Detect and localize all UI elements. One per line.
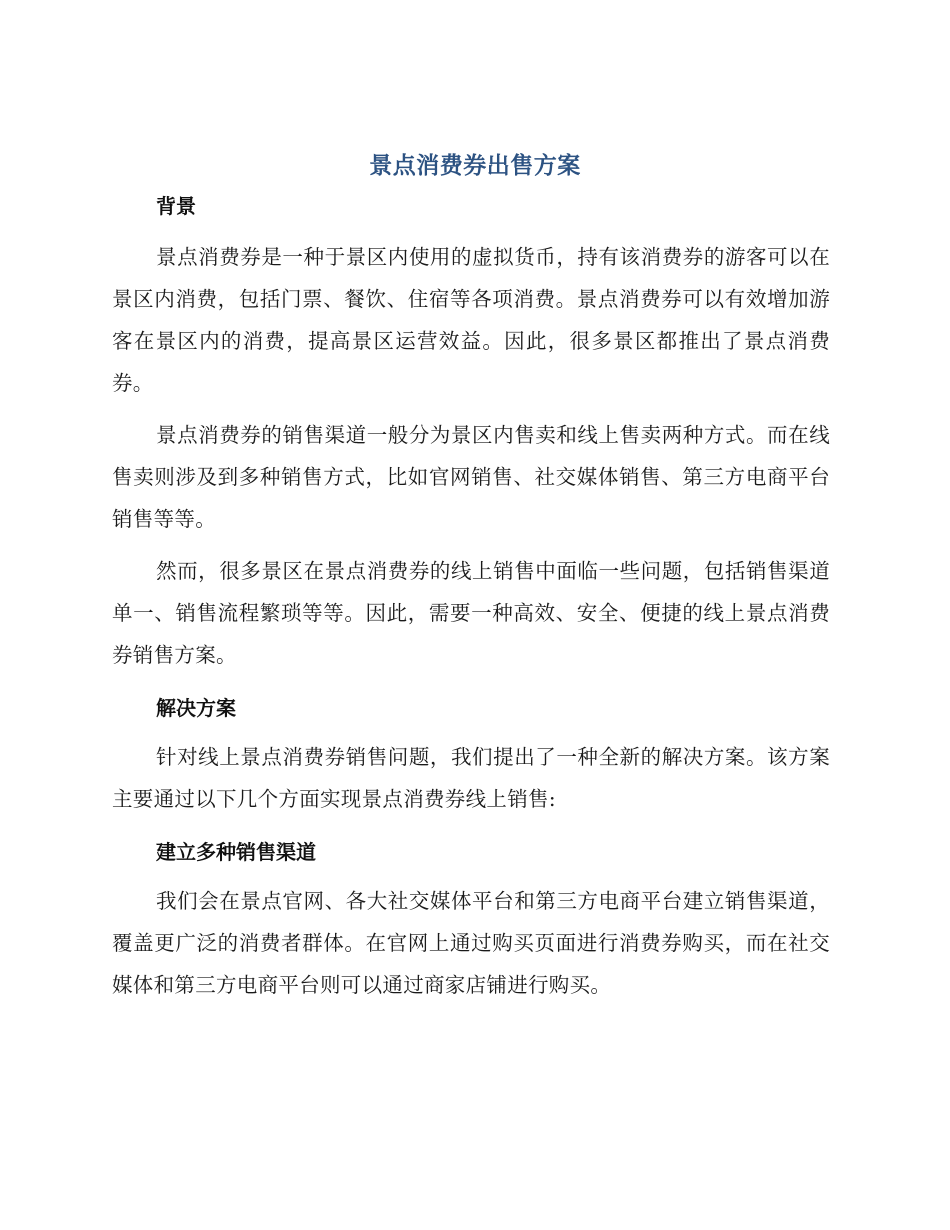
paragraph-sales-channels: 我们会在景点官网、各大社交媒体平台和第三方电商平台建立销售渠道，覆盖更广泛的消费者群体。在官网上通过购买页面进行消费券购买，而在社交媒体和第三方电商平台则可以通过商家店铺进行购买。 [112,889,830,997]
paragraph-background-3: 然而，很多景区在景点消费券的线上销售中面临一些问题，包括销售渠道单一、销售流程繁琐等等。因此，需要一种高效、安全、便捷的线上景点消费券销售方案。 [112,559,830,667]
document-title: 景点消费券出售方案 [369,153,581,179]
subsection-heading-sales-channels: 建立多种销售渠道 [156,840,316,864]
paragraph-background-1: 景点消费券是一种于景区内使用的虚拟货币，持有该消费券的游客可以在景区内消费，包括门票、餐饮、住宿等各项消费。景点消费券可以有效增加游客在景区内的消费，提高景区运营效益。因此，很多景区都推出了景点消费券。 [112,245,830,395]
document-body [112,190,830,1006]
paragraph-background-2: 景点消费券的销售渠道一般分为景区内售卖和线上售卖两种方式。而在线售卖则涉及到多种销售方式，比如官网销售、社交媒体销售、第三方电商平台销售等等。 [112,423,830,531]
paragraph-solution-intro: 针对线上景点消费券销售问题，我们提出了一种全新的解决方案。该方案主要通过以下几个方面实现景点消费券线上销售: [112,745,830,811]
section-heading-background: 背景 [156,194,196,218]
section-heading-solution: 解决方案 [156,696,236,720]
